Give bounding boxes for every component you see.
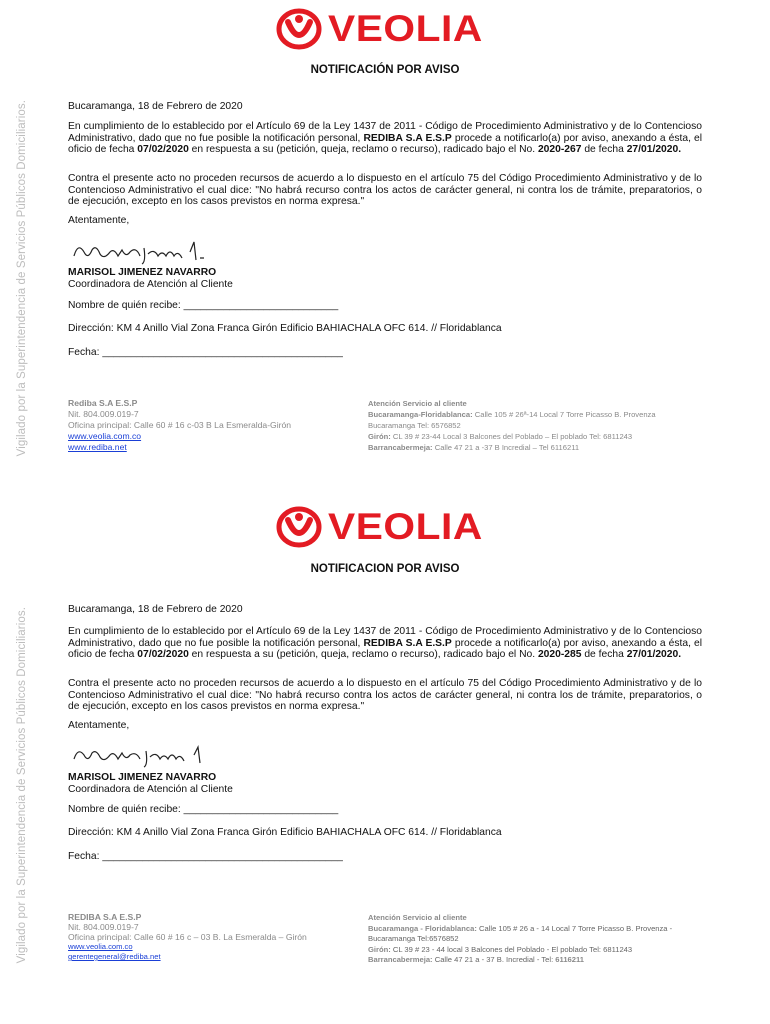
supervision-sideband: Vigilado por la Superintendencia de Servicios Públicos Domiciliarios.	[16, 100, 28, 457]
footer-service-line: Bucaramanga Tel: 6576852	[368, 421, 461, 430]
footer-customer-service	[368, 913, 728, 966]
signature	[70, 741, 220, 771]
footer-office: Oficina principal: Calle 60 # 16 c-03 B La Esmeralda-Girón	[68, 420, 292, 430]
veolia-link[interactable]: www.veolia.com.co	[68, 431, 142, 441]
footer-company: Rediba S.A E.S.P	[68, 398, 138, 408]
veolia-emblem-icon	[276, 506, 322, 548]
footer-service-line: Barrancabermeja: Calle 47 21 a - 37 B. Incredial - Tel: 6116211	[368, 955, 585, 964]
footer-nit: Nit. 804.009.019-7	[68, 922, 139, 932]
footer-nit: Nit. 804.009.019-7	[68, 409, 139, 419]
veolia-link[interactable]: www.veolia.com.co	[68, 942, 133, 951]
veolia-emblem-icon	[276, 8, 322, 50]
signature	[70, 236, 220, 268]
signer-name: MARISOL JIMENEZ NAVARRO	[68, 772, 217, 783]
notice-page-2	[0, 497, 770, 1009]
footer-service-line: Girón: CL 39 # 23 - 44 local 3 Balcones del Poblado - El poblado Tel: 6811243	[368, 944, 633, 954]
footer-company-info	[68, 398, 291, 453]
date-field: Fecha: __________________________________________	[68, 347, 343, 358]
notification-paragraph: En cumplimiento de lo establecido por el Artículo 69 de la Ley 1437 de 2011 - Código de Procedimiento Administrativo y de lo Contencioso Administrativo, dado que no fue posible la notificación personal, REDIBA S.A E.S.P procede a notificarlo(a) por aviso, anexando a ésta, el oficio de fecha 07/02/2020 en respuesta a su (petición, queja, reclamo o recurso), radicado bajo el No. 2020-285 de fecha 27/01/2020.	[68, 626, 702, 661]
footer-office: Oficina principal: Calle 60 # 16 c – 03 B. La Esmeralda – Girón	[68, 932, 307, 942]
signer-name: MARISOL JIMENEZ NAVARRO	[68, 267, 217, 278]
footer-service-heading: Atención Servicio al cliente	[368, 399, 467, 408]
date-field: Fecha: __________________________________________	[68, 851, 343, 862]
rediba-link[interactable]: www.rediba.net	[68, 442, 127, 452]
appeal-paragraph: Contra el presente acto no proceden recursos de acuerdo a lo dispuesto en el artículo 75 del Código Procedimiento Administrativo y de lo Contencioso Administrativo el cual dice: "No habrá recurso contra los actos de carácter general, ni contra los de trámite, preparatorios, o de ejecución, excepto en los casos previstos en norma expresa."	[68, 173, 702, 208]
date-line: Bucaramanga, 18 de Febrero de 2020	[68, 604, 243, 615]
veolia-wordmark: VEOLIA	[328, 506, 483, 547]
footer-company-info	[68, 912, 307, 962]
supervision-sideband: Vigilado por la Superintendencia de Servicios Públicos Domiciliarios.	[16, 607, 28, 964]
signer-role: Coordinadora de Atención al Cliente	[68, 784, 233, 795]
footer-customer-service	[368, 398, 708, 453]
email-link[interactable]: gerentegeneral@rediba.net	[68, 952, 161, 961]
page-title: NOTIFICACION POR AVISO	[310, 563, 460, 575]
receiver-field: Nombre de quién recibe: ___________________________	[68, 804, 339, 815]
veolia-logo	[276, 506, 483, 548]
veolia-logo	[276, 8, 483, 50]
footer-service-line: Bucaramanga - Floridablanca: Calle 105 # 26 a - 14 Local 7 Torre Picasso B. Provenza -	[368, 923, 673, 933]
address-line: Dirección: KM 4 Anillo Vial Zona Franca Girón Edificio BAHIACHALA OFC 614. // Floridablanca	[68, 323, 502, 334]
closing: Atentamente,	[68, 720, 130, 731]
footer-service-line: Bucaramanga Tel:6576852	[368, 934, 459, 943]
receiver-field: Nombre de quién recibe: ___________________________	[68, 300, 339, 311]
notification-paragraph: En cumplimiento de lo establecido por el Artículo 69 de la Ley 1437 de 2011 - Código de Procedimiento Administrativo y de lo Contencioso Administrativo, dado que no fue posible la notificación personal, REDIBA S.A E.S.P procede a notificarlo(a) por aviso, anexando a ésta, el oficio de fecha 07/02/2020 en respuesta a su (petición, queja, reclamo o recurso), radicado bajo el No. 2020-267 de fecha 27/01/2020.	[68, 121, 702, 156]
veolia-wordmark: VEOLIA	[328, 8, 483, 49]
date-line: Bucaramanga, 18 de Febrero de 2020	[68, 101, 243, 112]
footer-service-line: Barrancabermeja: Calle 47 21 a -37 B Incredial – Tel 6116211	[368, 443, 580, 452]
closing: Atentamente,	[68, 215, 130, 226]
footer-service-line: Bucaramanga-Floridablanca: Calle 105 # 26ª-14 Local 7 Torre Picasso B. Provenza	[368, 410, 656, 419]
footer-service-heading: Atención Servicio al cliente	[368, 913, 467, 922]
address-line: Dirección: KM 4 Anillo Vial Zona Franca Girón Edificio BAHIACHALA OFC 614. // Floridablanca	[68, 827, 502, 838]
footer-company: REDIBA S.A E.S.P	[68, 912, 142, 922]
signer-role: Coordinadora de Atención al Cliente	[68, 279, 233, 290]
footer-service-line: Girón: CL 39 # 23-44 Local 3 Balcones del Poblado – El poblado Tel: 6811243	[368, 432, 633, 441]
appeal-paragraph: Contra el presente acto no proceden recursos de acuerdo a lo dispuesto en el artículo 75 del Código Procedimiento Administrativo y de lo Contencioso Administrativo el cual dice: "No habrá recurso contra los actos de carácter general, ni contra los de trámite, preparatorios, o de ejecución, excepto en los casos previstos en norma expresa."	[68, 678, 702, 713]
page-title: NOTIFICACIÓN POR AVISO	[310, 64, 460, 76]
